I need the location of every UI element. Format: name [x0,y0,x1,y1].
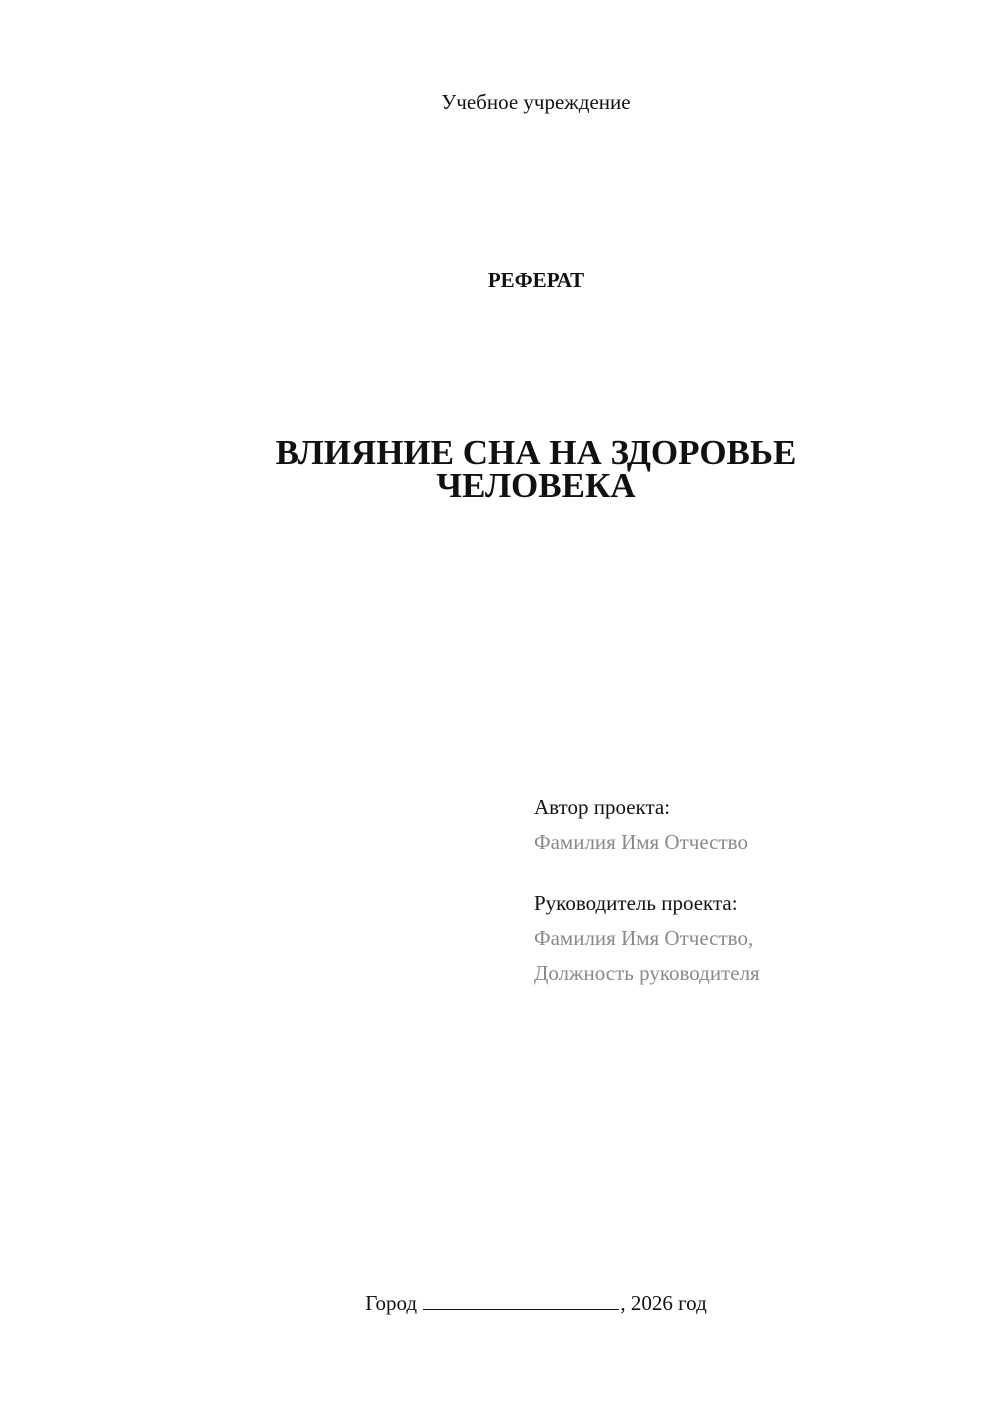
title-line-1: ВЛИЯНИЕ СНА НА ЗДОРОВЬЕ [275,433,797,472]
document-title [0,433,1000,505]
city-blank-line [423,1290,619,1310]
year-text: , 2026 год [620,1291,707,1315]
institution-name: Учебное учреждение [441,90,631,114]
document-type: РЕФЕРАТ [487,268,585,292]
supervisor-label: Руководитель проекта: [534,891,738,915]
city-label: Город [365,1291,418,1315]
author-name: Фамилия Имя Отчество [534,830,748,854]
title-line-2: ЧЕЛОВЕКА [436,466,636,505]
spacer [534,860,760,886]
author-label: Автор проекта: [534,795,671,819]
project-people-block [534,790,760,991]
supervisor-position: Должность руководителя [534,961,760,985]
supervisor-name: Фамилия Имя Отчество, [534,926,754,950]
city-year-line [0,1290,1000,1316]
